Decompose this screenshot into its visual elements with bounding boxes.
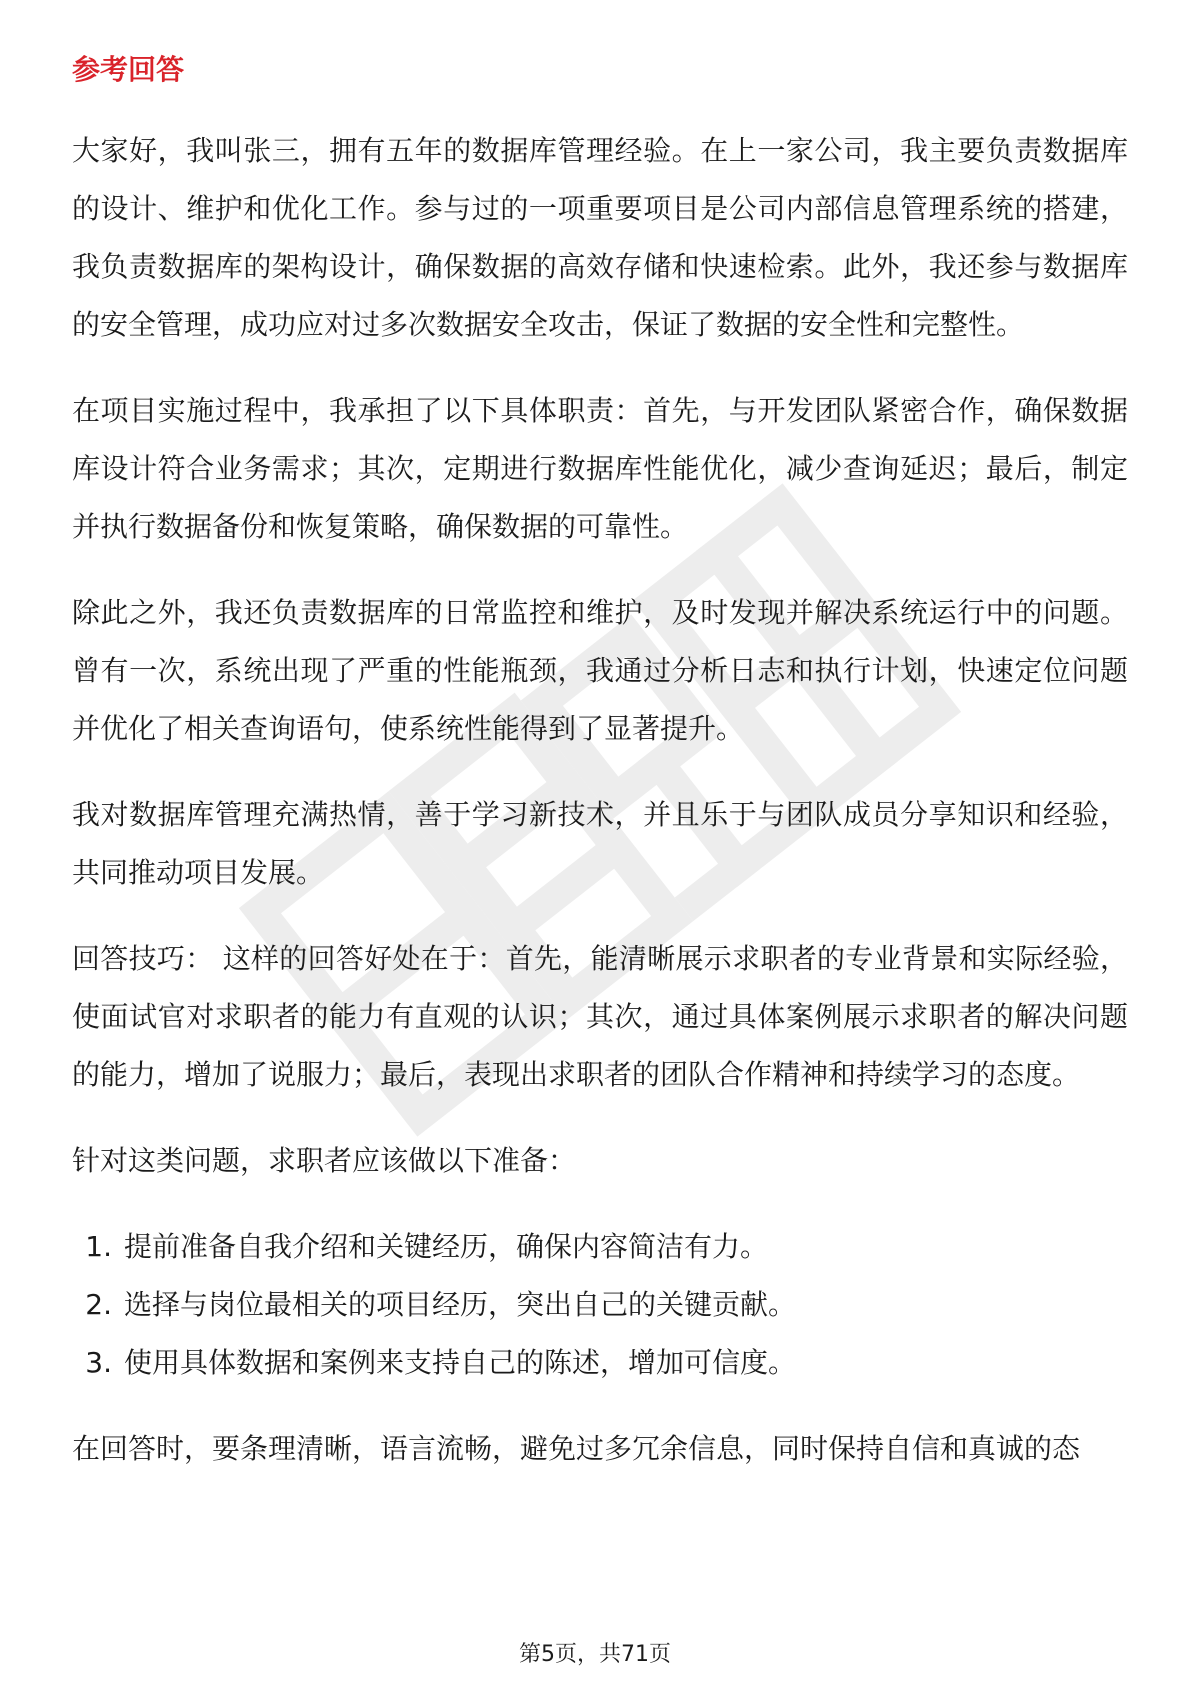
- page-content: [72, 40, 1128, 1478]
- prep-list: [72, 1218, 1128, 1392]
- paragraph-prep-intro: 针对这类问题，求职者应该做以下准备：: [72, 1144, 577, 1177]
- paragraph-intro: 大家好，我叫张三，拥有五年的数据库管理经验。在上一家公司，我主要负责数据库的设计、维护和优化工作。参与过的一项重要项目是公司内部信息管理系统的搭建，我负责数据库的架构设计，确保数据的高效存储和快速检索。此外，我还参与数据库的安全管理，成功应对过多次数据安全攻击，保证了数据的安全性和完整性。: [72, 134, 1128, 341]
- paragraph-duties: 在项目实施过程中，我承担了以下具体职责：首先，与开发团队紧密合作，确保数据库设计符合业务需求；其次，定期进行数据库性能优化，减少查询延迟；最后，制定并执行数据备份和恢复策略，确保数据的可靠性。: [72, 394, 1128, 543]
- list-item-number: 2.: [85, 1288, 112, 1321]
- list-item-text: 使用具体数据和案例来支持自己的陈述，增加可信度。: [124, 1346, 797, 1379]
- list-item-text: 选择与岗位最相关的项目经历，突出自己的关键贡献。: [124, 1288, 797, 1321]
- paragraph-passion: 我对数据库管理充满热情，善于学习新技术，并且乐于与团队成员分享知识和经验，共同推动项目发展。: [72, 798, 1128, 889]
- list-item-number: 3.: [85, 1346, 112, 1379]
- section-heading: 参考回答: [72, 53, 185, 86]
- paragraph-monitoring: 除此之外，我还负责数据库的日常监控和维护，及时发现并解决系统运行中的问题。曾有一次，系统出现了严重的性能瓶颈，我通过分析日志和执行计划，快速定位问题并优化了相关查询语句，使系统性能得到了显著提升。: [72, 596, 1128, 745]
- list-item-text: 提前准备自我介绍和关键经历，确保内容简洁有力。: [124, 1230, 769, 1263]
- list-item: [72, 1334, 1128, 1392]
- paragraph-tips: 回答技巧： 这样的回答好处在于：首先，能清晰展示求职者的专业背景和实际经验，使面试官对求职者的能力有直观的认识；其次，通过具体案例展示求职者的解决问题的能力，增加了说服力；最后，表现出求职者的团队合作精神和持续学习的态度。: [72, 942, 1128, 1091]
- list-item: [72, 1218, 1128, 1276]
- list-item: [72, 1276, 1128, 1334]
- list-item-number: 1.: [85, 1230, 112, 1263]
- paragraph-closing: 在回答时，要条理清晰，语言流畅，避免过多冗余信息，同时保持自信和真诚的态: [72, 1432, 1081, 1465]
- page-number-footer: 第5页，共71页: [519, 1642, 671, 1667]
